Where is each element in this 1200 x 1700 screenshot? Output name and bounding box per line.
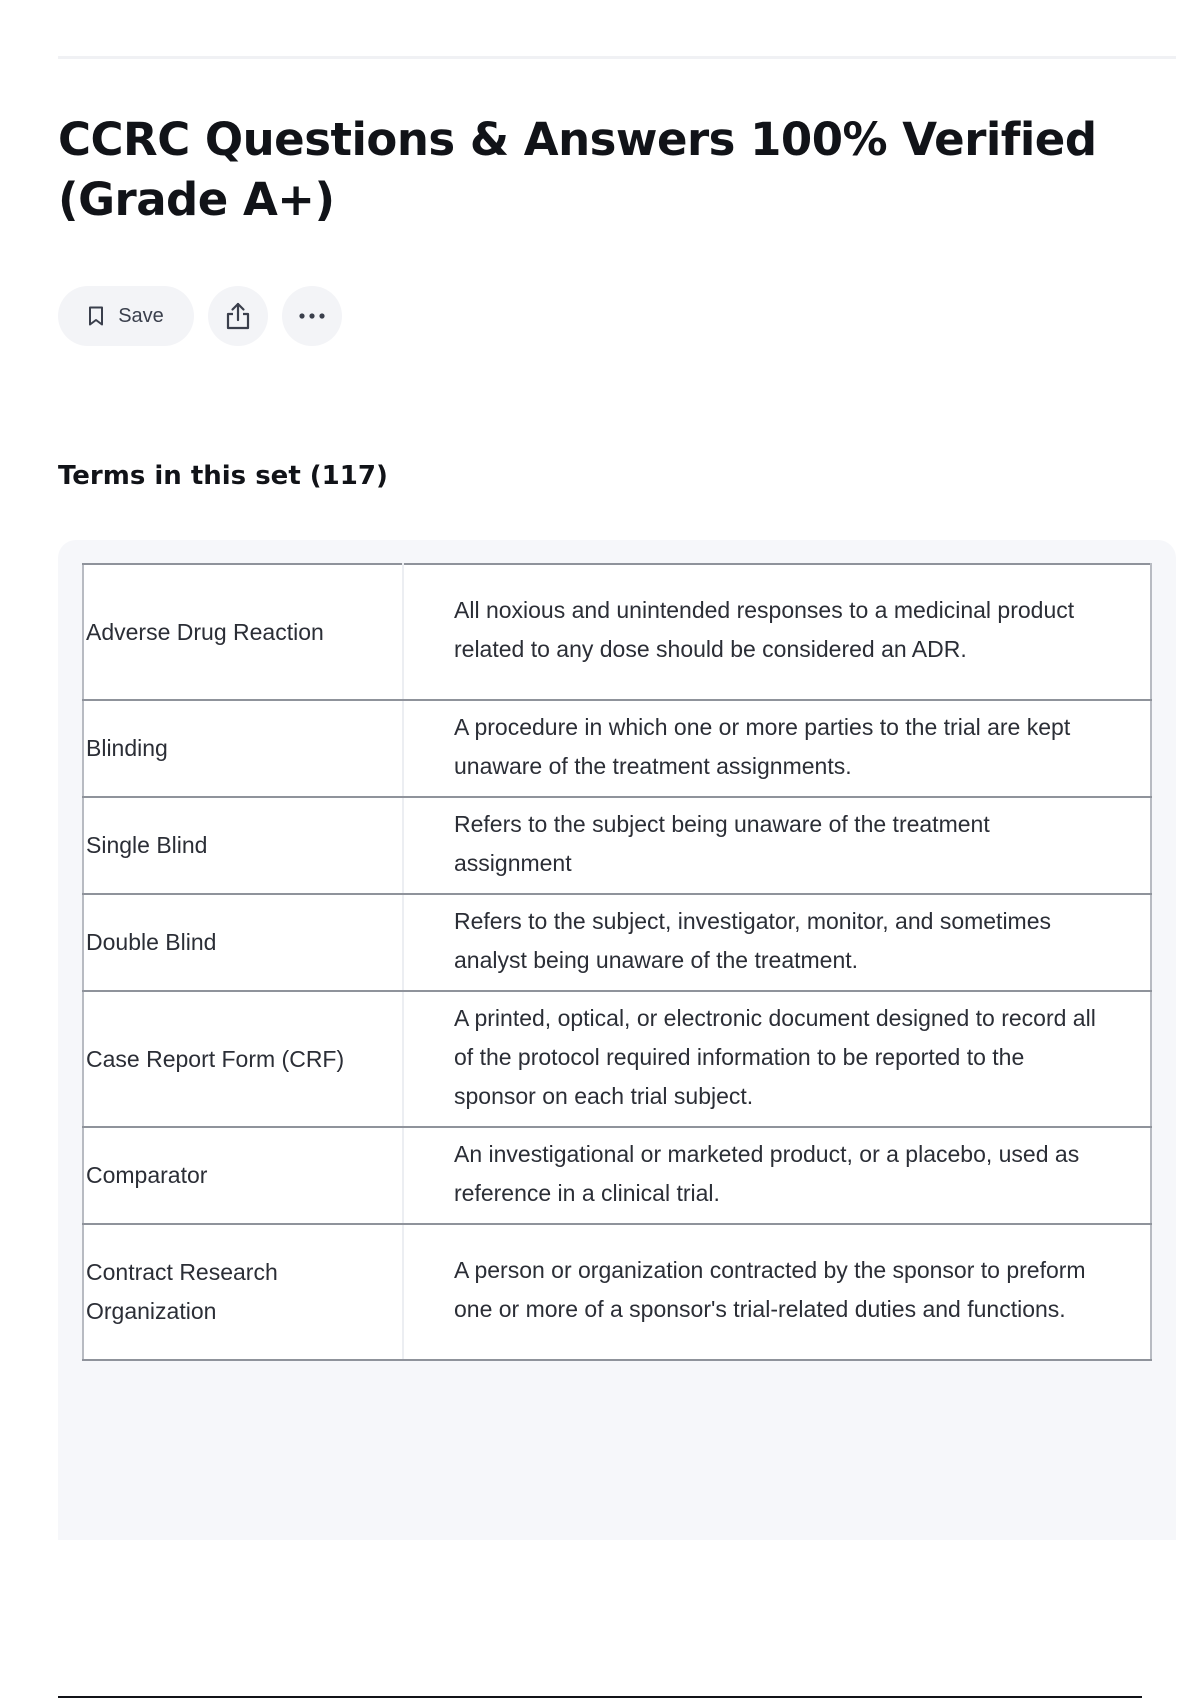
table-row <box>83 700 1151 797</box>
table-row <box>83 991 1151 1127</box>
term-cell: Double Blind <box>83 894 403 991</box>
definition-cell: A procedure in which one or more parties to the trial are kept unaware of the treatment assignments. <box>403 700 1151 797</box>
definition-cell: A person or organization contracted by the sponsor to preform one or more of a sponsor's trial-related duties and functions. <box>403 1224 1151 1360</box>
terms-table <box>82 563 1152 1361</box>
page-title: CCRC Questions & Answers 100% Verified (Grade A+) <box>58 113 1097 226</box>
terms-heading: Terms in this set (117) <box>58 461 388 491</box>
table-row <box>83 797 1151 894</box>
definition-cell: Refers to the subject being unaware of the treatment assignment <box>403 797 1151 894</box>
table-row <box>83 1224 1151 1360</box>
term-cell: Case Report Form (CRF) <box>83 991 403 1127</box>
term-cell: Single Blind <box>83 797 403 894</box>
term-cell: Adverse Drug Reaction <box>83 564 403 700</box>
more-icon <box>297 312 327 320</box>
share-button[interactable] <box>208 286 268 346</box>
more-button[interactable] <box>282 286 342 346</box>
definition-cell: All noxious and unintended responses to a medicinal product related to any dose should be considered an ADR. <box>403 564 1151 700</box>
share-icon <box>224 301 252 331</box>
save-button[interactable] <box>58 286 194 346</box>
table-row <box>83 564 1151 700</box>
bookmark-icon <box>88 306 104 326</box>
definition-cell: A printed, optical, or electronic document designed to record all of the protocol required information to be reported to the sponsor on each trial subject. <box>403 991 1151 1127</box>
action-bar <box>58 286 342 346</box>
table-row <box>83 894 1151 991</box>
term-cell: Contract Research Organization <box>83 1224 403 1360</box>
top-divider <box>58 56 1176 59</box>
table-row <box>83 1127 1151 1224</box>
definition-cell: Refers to the subject, investigator, monitor, and sometimes analyst being unaware of the treatment. <box>403 894 1151 991</box>
term-cell: Comparator <box>83 1127 403 1224</box>
term-cell: Blinding <box>83 700 403 797</box>
bottom-divider <box>58 1696 1142 1698</box>
save-button-label: Save <box>118 304 164 327</box>
definition-cell: An investigational or marketed product, or a placebo, used as reference in a clinical trial. <box>403 1127 1151 1224</box>
